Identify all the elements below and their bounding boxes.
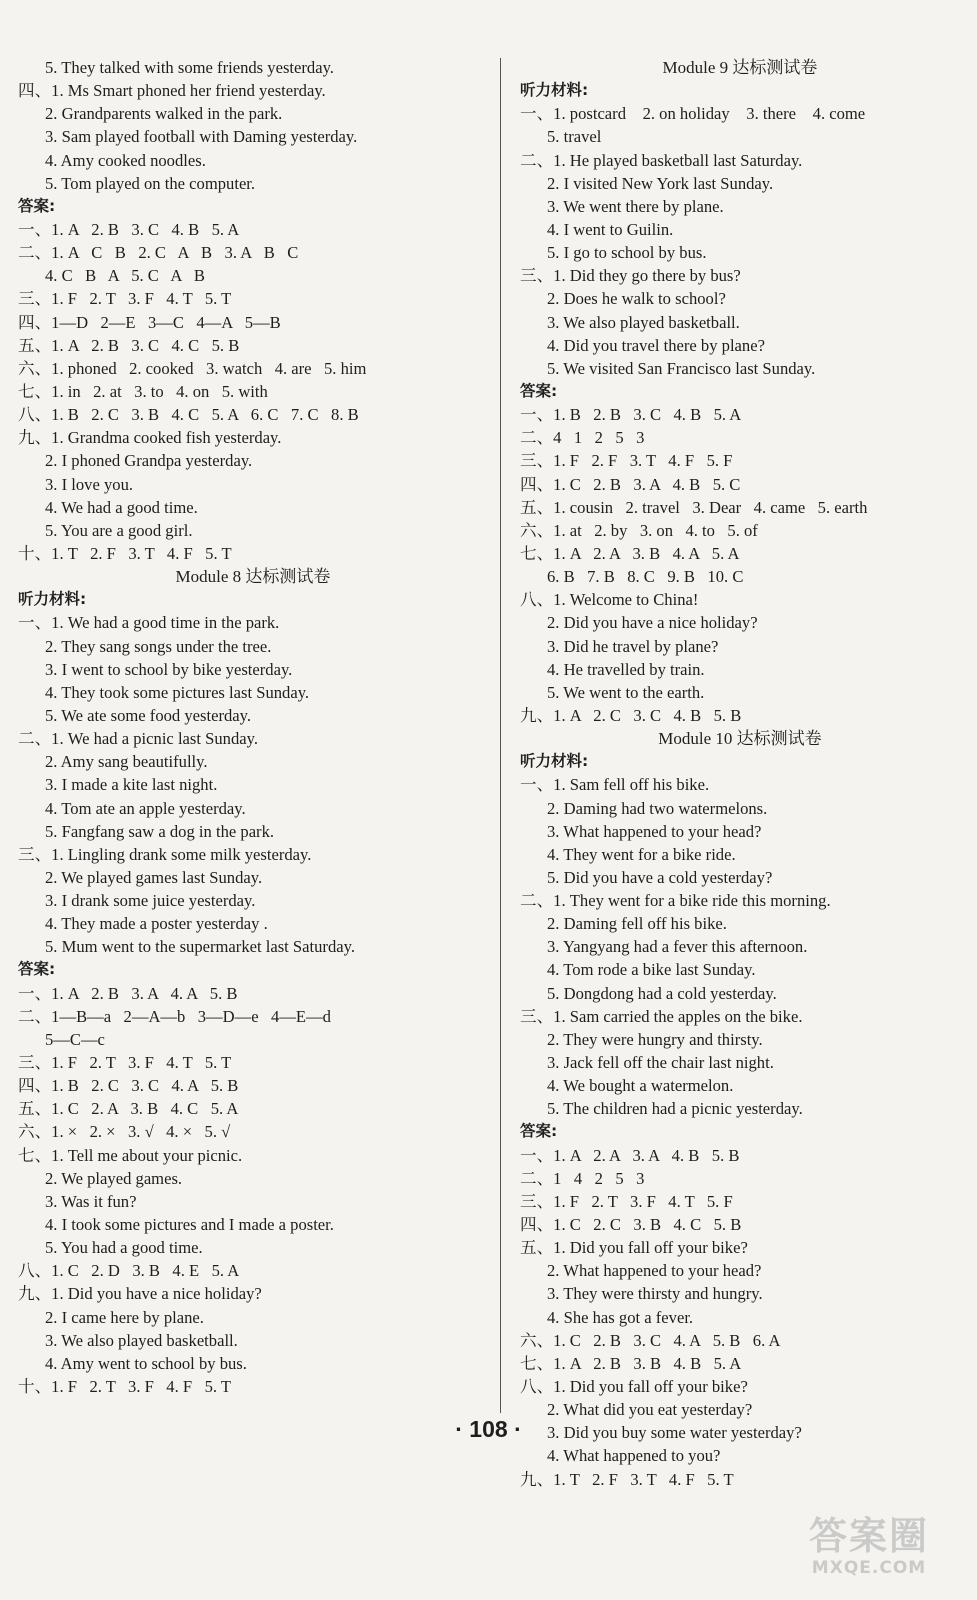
text-line: 5. Did you have a cold yesterday? [547, 867, 773, 887]
text-line: 五、1. cousin 2. travel 3. Dear 4. came 5. earth [520, 497, 868, 517]
text-line: 六、1. at 2. by 3. on 4. to 5. of [520, 520, 758, 540]
text-line: 4. We bought a watermelon. [547, 1076, 734, 1096]
text-line: 4. She has got a fever. [547, 1307, 694, 1327]
text-line: 三、1. Did they go there by bus? [520, 266, 741, 286]
text-line: 九、1. Did you have a nice holiday? [18, 1284, 262, 1304]
text-line: 3. I went to school by bike yesterday. [45, 659, 293, 679]
text-line: 2. We played games. [45, 1168, 183, 1188]
text-line: 4. He travelled by train. [547, 659, 705, 679]
text-line: 5. We visited San Francisco last Sunday. [547, 358, 816, 378]
text-line: 5. Tom played on the computer. [45, 173, 256, 193]
watermark-text-en: MXQE.COM [811, 1558, 927, 1578]
text-line: 七、1. Tell me about your picnic. [18, 1145, 243, 1165]
text-line: 四、1. B 2. C 3. C 4. A 5. B [18, 1076, 239, 1096]
section-label: 听力材料: [520, 752, 589, 771]
text-line: 5. You are a good girl. [45, 520, 193, 540]
text-line: 2. Daming fell off his bike. [547, 914, 727, 934]
text-line: 一、1. We had a good time in the park. [18, 613, 280, 633]
text-line: 八、1. C 2. D 3. B 4. E 5. A [18, 1261, 240, 1281]
text-line: 3. What happened to your head? [547, 821, 762, 841]
text-line: 5—C—c [45, 1029, 105, 1049]
text-line: 五、1. A 2. B 3. C 4. C 5. B [18, 335, 240, 355]
text-line: 3. Yangyang had a fever this afternoon. [547, 937, 808, 957]
text-line: 二、1 4 2 5 3 [520, 1168, 645, 1188]
text-line: 5. Mum went to the supermarket last Saturday. [45, 937, 355, 957]
text-line: 5. They talked with some friends yesterday. [45, 58, 334, 77]
left-column [18, 56, 488, 1398]
text-line: 4. Tom rode a bike last Sunday. [547, 960, 756, 980]
text-line: 2. I visited New York last Sunday. [547, 173, 774, 193]
page-number: · 108 · [455, 1416, 522, 1442]
text-line: 5. We ate some food yesterday. [45, 705, 252, 725]
text-line: 二、1. He played basketball last Saturday. [520, 150, 803, 170]
section-label: 答案: [18, 196, 56, 215]
text-line: 6. B 7. B 8. C 9. B 10. C [547, 567, 744, 587]
text-line: 二、1—B—a 2—A—b 3—D—e 4—E—d [18, 1006, 331, 1026]
text-line: 2. They sang songs under the tree. [45, 636, 272, 656]
text-line: 4. Tom ate an apple yesterday. [45, 798, 246, 818]
section-label: 听力材料: [18, 590, 87, 609]
text-line: 3. I drank some juice yesterday. [45, 891, 256, 911]
text-line: 十、1. F 2. T 3. F 4. F 5. T [18, 1377, 231, 1397]
text-line: 2. We played games last Sunday. [45, 867, 263, 887]
text-line: 4. I took some pictures and I made a poster. [45, 1215, 334, 1235]
text-line: 3. Did he travel by plane? [547, 636, 719, 656]
text-line: 九、1. A 2. C 3. C 4. B 5. B [520, 705, 742, 725]
text-line: 3. Was it fun? [45, 1191, 137, 1211]
text-line: 5. You had a good time. [45, 1238, 203, 1258]
section-label: 听力材料: [520, 81, 589, 100]
text-line: 十、1. T 2. F 3. T 4. F 5. T [18, 543, 232, 563]
text-line: 3. Did you buy some water yesterday? [547, 1423, 802, 1443]
text-line: 三、1. F 2. T 3. F 4. T 5. T [18, 289, 232, 309]
watermark-text-cn: 答案圈 [808, 1514, 929, 1558]
text-line: 三、1. Lingling drank some milk yesterday. [18, 844, 312, 864]
text-line: 二、1. They went for a bike ride this morning. [520, 891, 831, 911]
text-line: 四、1. Ms Smart phoned her friend yesterday. [18, 81, 326, 101]
text-line: 3. They were thirsty and hungry. [547, 1284, 763, 1304]
text-line: 七、1. in 2. at 3. to 4. on 5. with [18, 381, 268, 401]
text-line: 3. I love you. [45, 474, 134, 494]
text-line: 四、1. C 2. C 3. B 4. C 5. B [520, 1215, 742, 1235]
text-line: 5. I go to school by bus. [547, 243, 707, 263]
text-line: 二、1. We had a picnic last Sunday. [18, 729, 258, 749]
text-line: 五、1. Did you fall off your bike? [520, 1238, 748, 1258]
text-line: 六、1. phoned 2. cooked 3. watch 4. are 5. him [18, 358, 367, 378]
text-line: 一、1. A 2. B 3. C 4. B 5. A [18, 219, 240, 239]
text-line: 三、1. F 2. T 3. F 4. T 5. F [520, 1191, 733, 1211]
text-line: 八、1. B 2. C 3. B 4. C 5. A 6. C 7. C 8. B [18, 405, 359, 425]
text-line: 三、1. Sam carried the apples on the bike. [520, 1006, 803, 1026]
section-heading: Module 8 达标测试卷 [175, 567, 331, 587]
text-line: 3. I made a kite last night. [45, 775, 218, 795]
text-line: 4. They went for a bike ride. [547, 844, 736, 864]
text-line: 4. I went to Guilin. [547, 219, 674, 239]
text-line: 六、1. C 2. B 3. C 4. A 5. B 6. A [520, 1330, 781, 1350]
text-line: 2. What did you eat yesterday? [547, 1400, 753, 1420]
text-line: 三、1. F 2. T 3. F 4. T 5. T [18, 1053, 232, 1073]
text-line: 3. Jack fell off the chair last night. [547, 1053, 774, 1073]
text-line: 四、1. C 2. B 3. A 4. B 5. C [520, 474, 741, 494]
text-line: 2. What happened to your head? [547, 1261, 762, 1281]
text-line: 2. Did you have a nice holiday? [547, 613, 758, 633]
text-line: 5. Fangfang saw a dog in the park. [45, 821, 275, 841]
text-line: 2. Grandparents walked in the park. [45, 104, 283, 124]
text-line: 七、1. A 2. A 3. B 4. A 5. A [520, 543, 740, 563]
text-line: 2. They were hungry and thirsty. [547, 1029, 763, 1049]
text-line: 三、1. F 2. F 3. T 4. F 5. F [520, 451, 733, 471]
section-label: 答案: [520, 381, 558, 400]
text-line: 3. We went there by plane. [547, 196, 724, 216]
text-line: 七、1. A 2. B 3. B 4. B 5. A [520, 1353, 742, 1373]
text-line: 八、1. Welcome to China! [520, 590, 699, 610]
section-heading: Module 10 达标测试卷 [658, 729, 822, 749]
text-line: 4. They made a poster yesterday . [45, 914, 268, 934]
text-line: 3. We also played basketball. [45, 1330, 238, 1350]
text-line: 一、1. postcard 2. on holiday 3. there 4. come [520, 104, 866, 124]
text-line: 一、1. B 2. B 3. C 4. B 5. A [520, 405, 742, 425]
text-line: 一、1. A 2. A 3. A 4. B 5. B [520, 1145, 740, 1165]
text-line: 2. Amy sang beautifully. [45, 752, 208, 772]
text-line: 5. travel [547, 127, 602, 147]
text-line: 3. We also played basketball. [547, 312, 740, 332]
section-heading: Module 9 达标测试卷 [662, 58, 818, 77]
right-column [520, 56, 960, 1491]
text-line: 九、1. Grandma cooked fish yesterday. [18, 428, 282, 448]
text-line: 2. Does he walk to school? [547, 289, 726, 309]
text-line: 4. Amy went to school by bus. [45, 1353, 247, 1373]
section-label: 答案: [18, 960, 56, 979]
text-line: 4. They took some pictures last Sunday. [45, 682, 310, 702]
text-line: 4. What happened to you? [547, 1446, 721, 1466]
text-line: 六、1. × 2. × 3. √ 4. × 5. √ [18, 1122, 231, 1142]
watermark-logo [779, 1514, 959, 1586]
text-line: 一、1. A 2. B 3. A 4. A 5. B [18, 983, 238, 1003]
text-line: 4. Did you travel there by plane? [547, 335, 765, 355]
text-line: 4. We had a good time. [45, 497, 198, 517]
column-divider [500, 58, 501, 1413]
text-line: 5. We went to the earth. [547, 682, 705, 702]
text-line: 3. Sam played football with Daming yesterday. [45, 127, 358, 147]
text-line: 二、1. A C B 2. C A B 3. A B C [18, 243, 299, 263]
text-line: 4. Amy cooked noodles. [45, 150, 206, 170]
text-line: 2. I came here by plane. [45, 1307, 204, 1327]
text-line: 5. The children had a picnic yesterday. [547, 1099, 803, 1119]
text-line: 2. I phoned Grandpa yesterday. [45, 451, 253, 471]
text-line: 一、1. Sam fell off his bike. [520, 775, 710, 795]
text-line: 八、1. Did you fall off your bike? [520, 1377, 748, 1397]
text-line: 九、1. T 2. F 3. T 4. F 5. T [520, 1469, 734, 1489]
text-line: 二、4 1 2 5 3 [520, 428, 645, 448]
section-label: 答案: [520, 1122, 558, 1141]
text-line: 四、1—D 2—E 3—C 4—A 5—B [18, 312, 281, 332]
text-line: 2. Daming had two watermelons. [547, 798, 768, 818]
text-line: 4. C B A 5. C A B [45, 266, 205, 286]
text-line: 五、1. C 2. A 3. B 4. C 5. A [18, 1099, 239, 1119]
text-line: 5. Dongdong had a cold yesterday. [547, 983, 777, 1003]
